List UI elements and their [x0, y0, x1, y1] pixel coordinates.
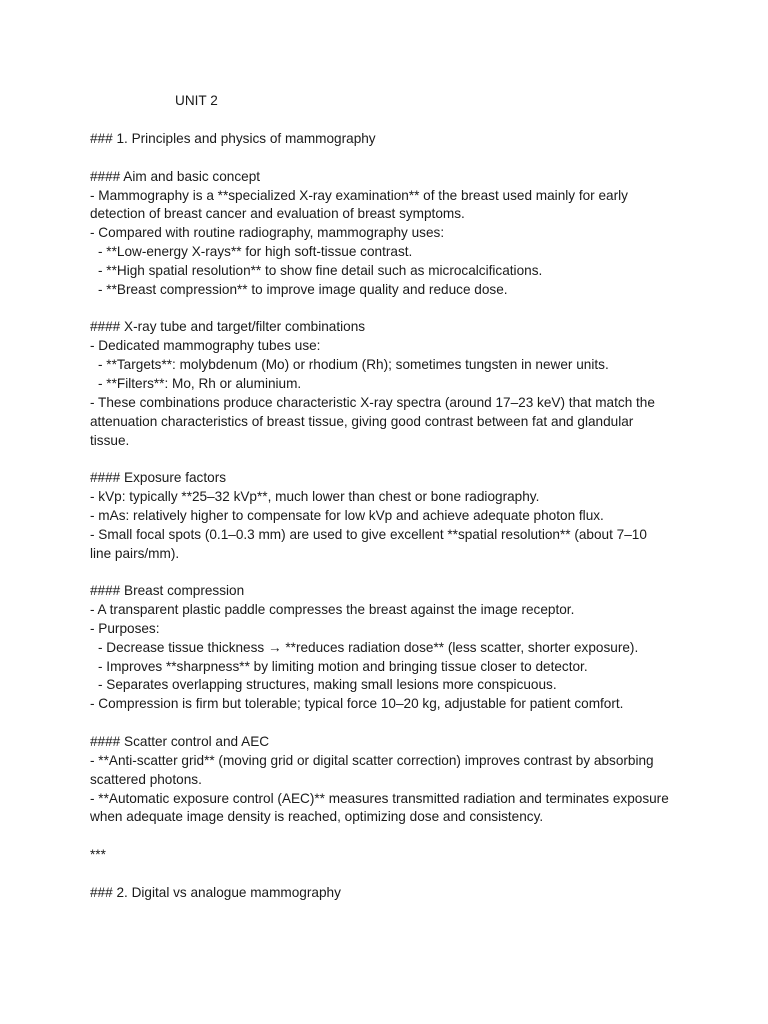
blank-line: [90, 714, 690, 733]
sub-bullet-line: - **Low-energy X-rays** for high soft-tissue contrast.: [98, 244, 413, 260]
subsection-heading: #### Breast compression: [90, 583, 245, 599]
sub-bullet-line: - Decrease tissue thickness → **reduces radiation dose** (less scatter, shorter exposure).: [98, 639, 639, 655]
subsection-heading: #### Scatter control and AEC: [90, 734, 270, 749]
section-heading: ### 2. Digital vs analogue mammography: [90, 884, 341, 900]
sub-bullet-line: - **High spatial resolution** to show fine detail such as microcalcifications.: [98, 262, 543, 278]
subsection-heading: #### Exposure factors: [90, 470, 227, 486]
blank-line: [90, 450, 690, 469]
bullet-line: - Compression is firm but tolerable; typical force 10–20 kg, adjustable for patient comfort.: [90, 696, 624, 712]
bullet-line: - A transparent plastic paddle compresses the breast against the image receptor.: [90, 602, 575, 618]
blank-line: [90, 865, 690, 884]
subsection-heading: #### Aim and basic concept: [90, 168, 261, 184]
bullet-line: - kVp: typically **25–32 kVp**, much lower than chest or bone radiography.: [90, 489, 540, 505]
continuation-line: attenuation characteristics of breast tissue, giving good contrast between fat and glandular: [90, 413, 634, 429]
continuation-line: line pairs/mm).: [90, 545, 180, 561]
blank-line: [90, 563, 690, 582]
continuation-line: when adequate image density is reached, optimizing dose and consistency.: [90, 809, 544, 825]
blank-line: [90, 827, 690, 846]
bullet-line: - Dedicated mammography tubes use:: [90, 338, 321, 354]
page-title: UNIT 2: [175, 93, 218, 108]
sub-bullet-line: - **Targets**: molybdenum (Mo) or rhodium (Rh); sometimes tungsten in newer units.: [98, 357, 609, 373]
document-body: [90, 130, 690, 903]
bullet-line: - Compared with routine radiography, mammography uses:: [90, 225, 445, 241]
subsection-heading: #### X-ray tube and target/filter combinations: [90, 319, 366, 335]
sub-bullet-line: - Separates overlapping structures, making small lesions more conspicuous.: [98, 677, 557, 693]
bullet-line: - Small focal spots (0.1–0.3 mm) are used to give excellent **spatial resolution** (about 7–10: [90, 526, 647, 542]
sub-bullet-line: - **Filters**: Mo, Rh or aluminium.: [98, 375, 302, 391]
bullet-line: - **Anti-scatter grid** (moving grid or digital scatter correction) improves contrast by absorbing: [90, 752, 654, 768]
continuation-line: tissue.: [90, 432, 130, 448]
blank-line: [90, 149, 690, 168]
bullet-line: - Mammography is a **specialized X-ray examination** of the breast used mainly for early: [90, 187, 628, 203]
blank-line: [90, 300, 690, 319]
sub-bullet-line: - **Breast compression** to improve image quality and reduce dose.: [98, 281, 508, 297]
sub-bullet-line: - Improves **sharpness** by limiting motion and bringing tissue closer to detector.: [98, 658, 588, 674]
bullet-line: - **Automatic exposure control (AEC)** measures transmitted radiation and terminates exposure: [90, 790, 669, 806]
continuation-line: detection of breast cancer and evaluation of breast symptoms.: [90, 206, 465, 222]
continuation-line: scattered photons.: [90, 771, 202, 787]
bullet-line: - Purposes:: [90, 620, 160, 636]
bullet-line: - These combinations produce characteristic X-ray spectra (around 17–23 keV) that match the: [90, 394, 655, 410]
section-heading: ### 1. Principles and physics of mammography: [90, 131, 376, 146]
bullet-line: - mAs: relatively higher to compensate for low kVp and achieve adequate photon flux.: [90, 507, 604, 523]
horizontal-rule-marker: ***: [90, 847, 106, 863]
